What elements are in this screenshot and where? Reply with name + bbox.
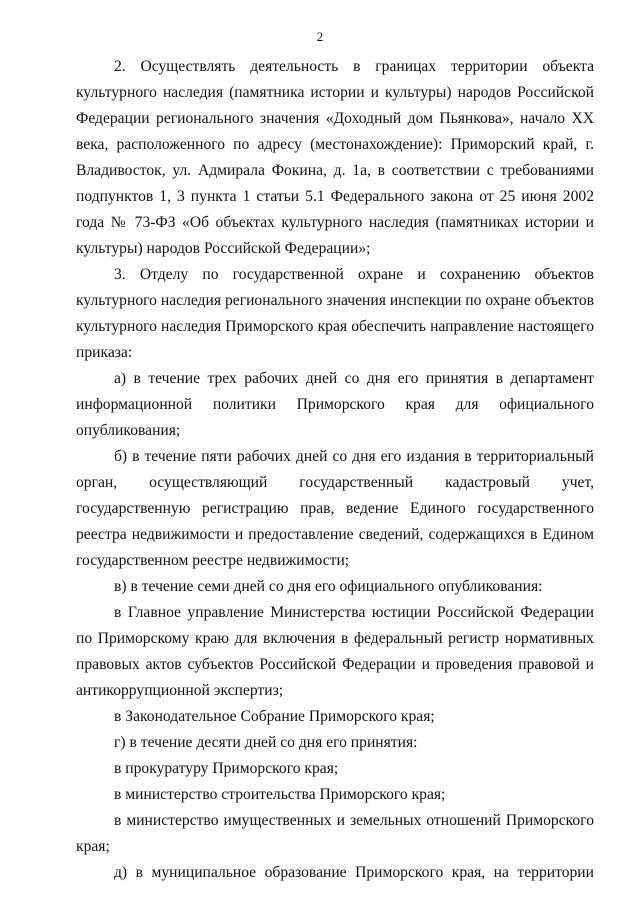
document-body <box>76 54 594 886</box>
paragraph-ministry-justice: в Главное управление Министерства юстиции Российской Федерации по Приморскому краю для включения в федеральный регистр нормативных правовых актов субъектов Российской Федерации и проведения правовой и антикоррупционной экспертиз; <box>76 604 594 699</box>
paragraph-item-3: 3. Отделу по государственной охране и сохранению объектов культурного наследия регионального значения инспекции по охране объектов культурного наследия Приморского края обеспечить направление настоящего приказа: <box>76 266 594 361</box>
paragraph-subitem-v: в) в течение семи дней со дня его официального опубликования: <box>114 578 543 595</box>
paragraph-ministry-property: в министерство имущественных и земельных отношений Приморского края; <box>76 812 594 855</box>
paragraph-legislative-assembly: в Законодательное Собрание Приморского края; <box>114 708 435 725</box>
paragraph-subitem-d: д) в муниципальное образование Приморского края, на территории <box>114 864 594 881</box>
paragraph-ministry-construction: в министерство строительства Приморского края; <box>114 786 446 803</box>
paragraph-subitem-b: б) в течение пяти рабочих дней со дня его издания в территориальный орган, осуществляющий государственный кадастровый учет, государственную регистрацию прав, ведение Единого государственного реестра недвижимости и предоставление сведений, содержащихся в Едином государственном реестре недвижимости; <box>76 448 594 569</box>
page-number: 2 <box>316 29 324 44</box>
paragraph-item-2: 2. Осуществлять деятельность в границах территории объекта культурного наследия (памятника истории и культуры) народов Российской Федерации регионального значения «Доходный дом Пьянкова», начало XX века, расположенного по адресу (местонахождение): Приморский край, г. Владивосток, ул. Адмирала Фокина, д. 1а, в соответствии с требованиями подпунктов 1, 3 пункта 1 статьи 5.1 Федерального закона от 25 июня 2002 года № 73-ФЗ «Об объектах культурного наследия (памятниках истории и культуры) народов Российской Федерации»; <box>76 58 594 257</box>
paragraph-subitem-g: г) в течение десяти дней со дня его принятия: <box>114 734 418 751</box>
paragraph-prosecutor: в прокуратуру Приморского края; <box>114 760 339 777</box>
paragraph-subitem-a: а) в течение трех рабочих дней со дня его принятия в департамент информационной политики Приморского края для официального опубликования; <box>76 370 594 439</box>
